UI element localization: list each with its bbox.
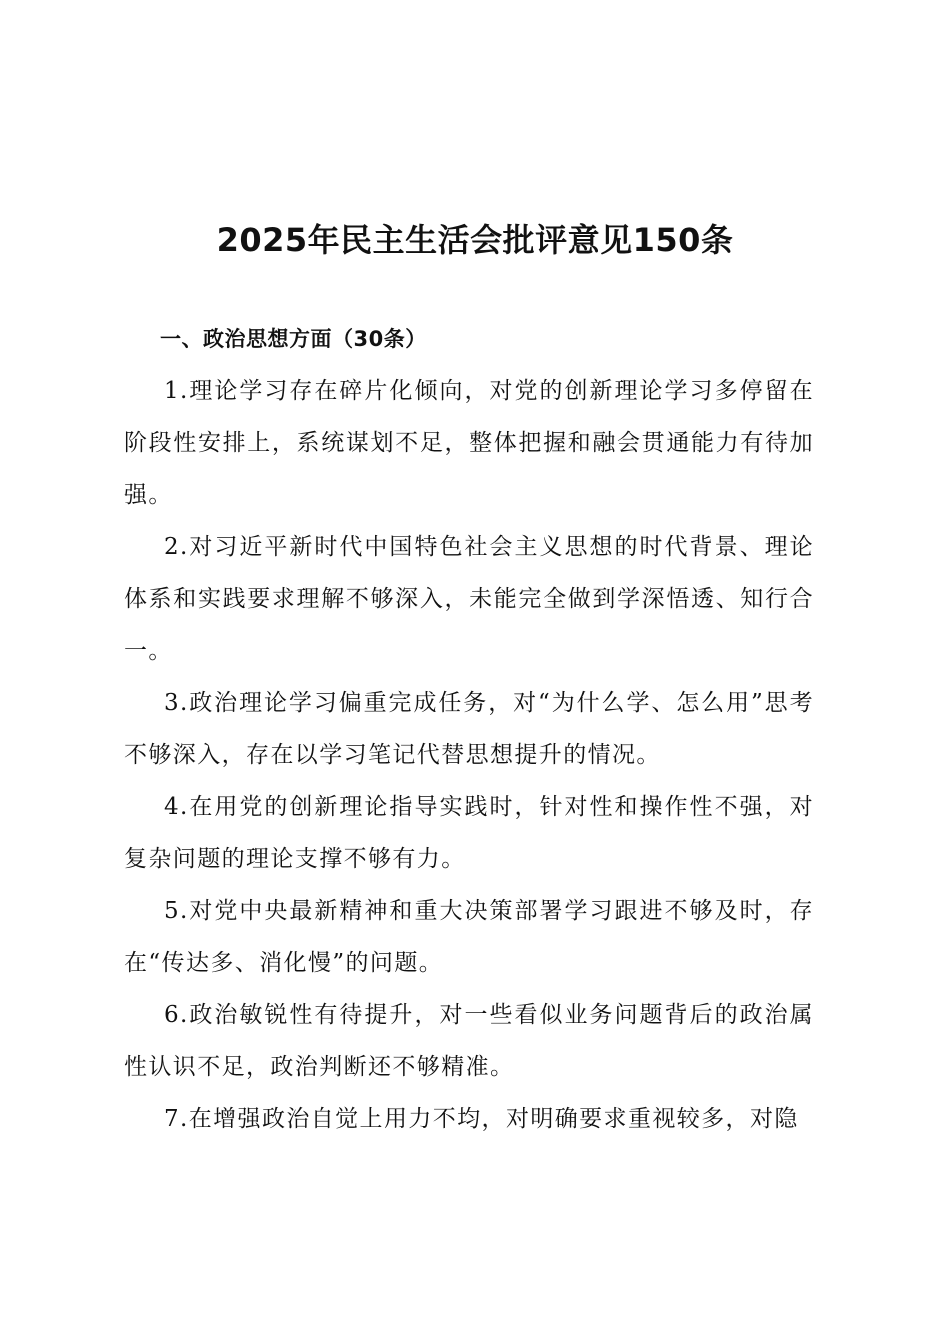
document-title: 2025年民主生活会批评意见150条 [216, 221, 734, 259]
section-heading: 一、政治思想方面（30条） [160, 327, 427, 351]
document-body [124, 313, 814, 1145]
list-item: 3.政治理论学习偏重完成任务，对“为什么学、怎么用”思考不够深入，存在以学习笔记代替思想提升的情况。 [124, 690, 814, 768]
list-item: 1.理论学习存在碎片化倾向，对党的创新理论学习多停留在阶段性安排上，系统谋划不足，整体把握和融会贯通能力有待加强。 [124, 378, 814, 508]
list-item: 6.政治敏锐性有待提升，对一些看似业务问题背后的政治属性认识不足，政治判断还不够精准。 [124, 1002, 814, 1080]
list-item: 7.在增强政治自觉上用力不均，对明确要求重视较多，对隐 [164, 1106, 799, 1132]
list-item: 2.对习近平新时代中国特色社会主义思想的时代背景、理论体系和实践要求理解不够深入，未能完全做到学深悟透、知行合一。 [124, 534, 814, 664]
list-item: 4.在用党的创新理论指导实践时，针对性和操作性不强，对复杂问题的理论支撑不够有力。 [124, 794, 814, 872]
list-item: 5.对党中央最新精神和重大决策部署学习跟进不够及时，存在“传达多、消化慢”的问题。 [124, 898, 814, 976]
